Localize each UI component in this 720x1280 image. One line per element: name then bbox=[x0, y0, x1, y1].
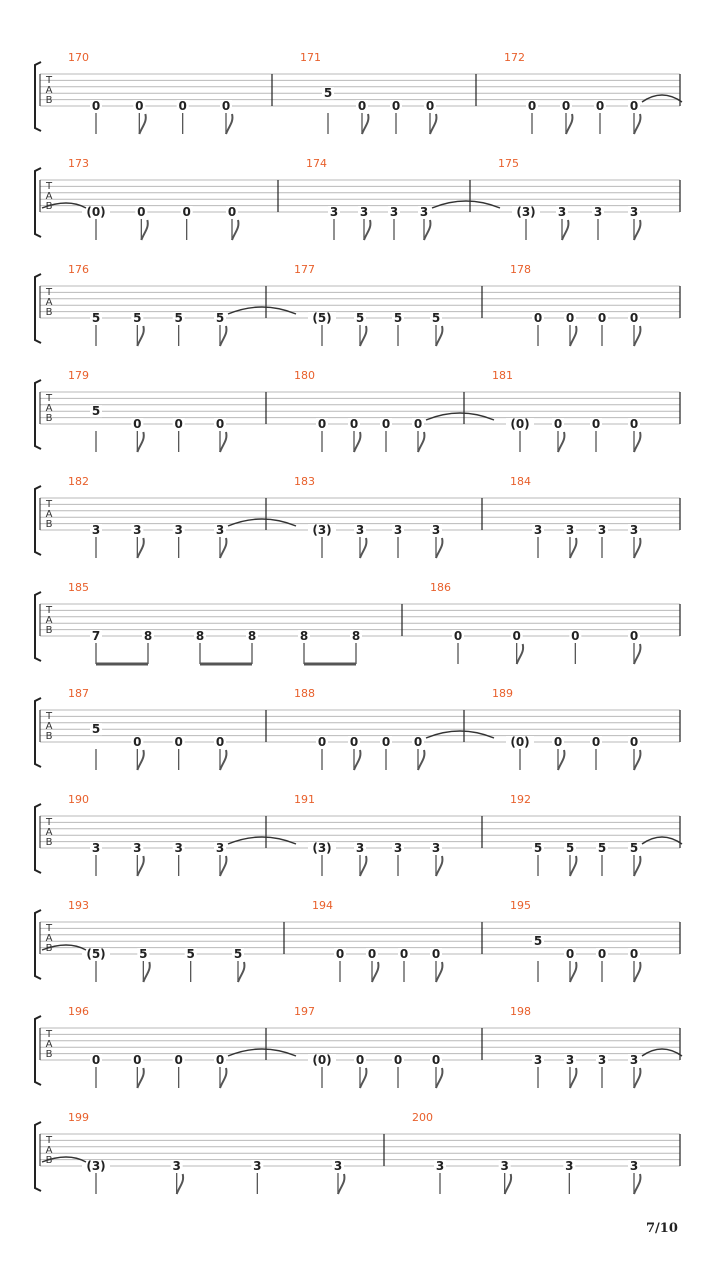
fret-number: 5 bbox=[629, 841, 639, 855]
note-flag bbox=[634, 220, 640, 240]
page-number: 7/10 bbox=[646, 1221, 678, 1236]
tab-clef-letter: A bbox=[45, 1039, 53, 1050]
tab-clef-letter: T bbox=[45, 1029, 53, 1040]
fret-number: 8 bbox=[351, 629, 361, 643]
fret-number: 0 bbox=[91, 99, 101, 113]
tie-arc bbox=[228, 1049, 296, 1056]
measure-number: 181 bbox=[492, 369, 513, 382]
measure-number: 176 bbox=[68, 263, 89, 276]
fret-number: (3) bbox=[312, 523, 332, 537]
note-flag bbox=[354, 750, 360, 770]
tab-clef-letter: B bbox=[45, 1049, 53, 1060]
fret-number: 0 bbox=[597, 947, 607, 961]
measure-number: 191 bbox=[294, 793, 315, 806]
note-flag bbox=[634, 538, 640, 558]
fret-number: 0 bbox=[133, 417, 142, 431]
note-flag bbox=[137, 326, 143, 346]
tab-clef-letter: A bbox=[45, 297, 53, 308]
note-flag bbox=[141, 220, 147, 240]
fret-number: 5 bbox=[133, 311, 142, 325]
fret-number: 0 bbox=[349, 417, 359, 431]
tab-clef-letter: B bbox=[45, 1155, 53, 1166]
measure-number: 185 bbox=[68, 581, 89, 594]
note-flag bbox=[137, 538, 143, 558]
fret-number: 0 bbox=[512, 629, 521, 643]
fret-number: 0 bbox=[595, 99, 605, 113]
fret-number: 5 bbox=[174, 311, 183, 325]
fret-number: 0 bbox=[393, 1053, 403, 1067]
fret-number: 3 bbox=[419, 205, 429, 219]
fret-number: 3 bbox=[565, 1053, 575, 1067]
tab-clef-letter: A bbox=[45, 509, 53, 520]
tie-arc bbox=[432, 201, 500, 208]
fret-number: 5 bbox=[91, 311, 101, 325]
tab-system bbox=[35, 899, 680, 982]
note-flag bbox=[570, 326, 576, 346]
fret-number: 0 bbox=[174, 735, 183, 749]
fret-number: (3) bbox=[516, 205, 536, 219]
fret-number: 8 bbox=[299, 629, 309, 643]
fret-number: 0 bbox=[561, 99, 571, 113]
note-flag bbox=[634, 432, 640, 452]
note-flag bbox=[418, 750, 424, 770]
tab-clef-letter: B bbox=[45, 201, 53, 212]
fret-number: 0 bbox=[221, 99, 231, 113]
fret-number: 5 bbox=[355, 311, 365, 325]
measure-number: 184 bbox=[510, 475, 531, 488]
fret-number: (0) bbox=[510, 735, 530, 749]
fret-number: 0 bbox=[215, 417, 225, 431]
tab-system bbox=[35, 793, 682, 876]
fret-number: 3 bbox=[565, 523, 575, 537]
fret-number: 0 bbox=[553, 735, 563, 749]
fret-number: 0 bbox=[381, 735, 391, 749]
measure-number: 179 bbox=[68, 369, 89, 382]
note-flag bbox=[436, 1068, 442, 1088]
fret-number: 3 bbox=[215, 841, 225, 855]
fret-number: 3 bbox=[629, 1159, 639, 1173]
fret-number: 0 bbox=[178, 99, 187, 113]
fret-number: 3 bbox=[593, 205, 603, 219]
note-flag bbox=[354, 432, 360, 452]
tie-arc bbox=[642, 837, 682, 844]
note-flag bbox=[436, 538, 442, 558]
fret-number: 0 bbox=[629, 99, 639, 113]
note-flag bbox=[634, 856, 640, 876]
fret-number: 0 bbox=[355, 1053, 365, 1067]
note-flag bbox=[360, 538, 366, 558]
fret-number: 3 bbox=[435, 1159, 445, 1173]
fret-number: 0 bbox=[629, 417, 639, 431]
fret-number: 3 bbox=[393, 523, 403, 537]
fret-number: 0 bbox=[597, 311, 607, 325]
fret-number: 3 bbox=[431, 841, 441, 855]
fret-number: 0 bbox=[349, 735, 359, 749]
tab-clef-letter: A bbox=[45, 191, 53, 202]
note-flag bbox=[430, 114, 436, 134]
measure-number: 172 bbox=[504, 51, 525, 64]
tab-system bbox=[35, 1005, 682, 1088]
note-flag bbox=[634, 750, 640, 770]
fret-number: 3 bbox=[557, 205, 567, 219]
note-flag bbox=[143, 962, 149, 982]
measure-number: 197 bbox=[294, 1005, 315, 1018]
measure-number: 178 bbox=[510, 263, 531, 276]
fret-number: 0 bbox=[413, 417, 423, 431]
note-flag bbox=[505, 1174, 511, 1194]
fret-number: 5 bbox=[186, 947, 195, 961]
fret-number: 3 bbox=[133, 523, 142, 537]
tab-clef-letter: T bbox=[45, 75, 53, 86]
fret-number: 3 bbox=[359, 205, 369, 219]
tie-arc bbox=[642, 1049, 682, 1056]
fret-number: 0 bbox=[135, 99, 144, 113]
fret-number: 3 bbox=[133, 841, 142, 855]
tab-system bbox=[35, 1111, 680, 1194]
fret-number: 0 bbox=[453, 629, 463, 643]
measure-number: 190 bbox=[68, 793, 89, 806]
tab-clef-letter: B bbox=[45, 307, 53, 318]
tab-system bbox=[35, 581, 680, 664]
tab-system bbox=[35, 369, 680, 452]
fret-number: 3 bbox=[629, 1053, 639, 1067]
fret-number: 0 bbox=[399, 947, 409, 961]
note-flag bbox=[137, 856, 143, 876]
note-flag bbox=[562, 220, 568, 240]
fret-number: (5) bbox=[86, 947, 106, 961]
fret-number: 0 bbox=[571, 629, 580, 643]
note-flag bbox=[566, 114, 572, 134]
fret-number: 0 bbox=[629, 735, 639, 749]
tab-clef-letter: B bbox=[45, 943, 53, 954]
fret-number: 0 bbox=[591, 735, 601, 749]
tab-clef-letter: B bbox=[45, 625, 53, 636]
fret-number: 3 bbox=[174, 523, 183, 537]
note-flag bbox=[436, 856, 442, 876]
fret-number: 0 bbox=[182, 205, 191, 219]
fret-number: 3 bbox=[597, 1053, 607, 1067]
fret-number: 0 bbox=[335, 947, 345, 961]
note-flag bbox=[517, 644, 523, 664]
note-flag bbox=[634, 962, 640, 982]
tie-arc bbox=[228, 837, 296, 844]
note-flag bbox=[220, 1068, 226, 1088]
tab-clef-letter: A bbox=[45, 1145, 53, 1156]
fret-number: (0) bbox=[510, 417, 530, 431]
measure-number: 193 bbox=[68, 899, 89, 912]
note-flag bbox=[220, 750, 226, 770]
fret-number: 3 bbox=[629, 523, 639, 537]
fret-number: 0 bbox=[413, 735, 423, 749]
fret-number: 3 bbox=[629, 205, 639, 219]
fret-number: 7 bbox=[91, 629, 101, 643]
fret-number: (5) bbox=[312, 311, 332, 325]
fret-number: 0 bbox=[565, 947, 575, 961]
fret-number: 0 bbox=[133, 1053, 142, 1067]
tab-clef-letter: B bbox=[45, 413, 53, 424]
fret-number: 0 bbox=[227, 205, 237, 219]
fret-number: 3 bbox=[597, 523, 607, 537]
tab-clef-letter: T bbox=[45, 1135, 53, 1146]
note-flag bbox=[220, 326, 226, 346]
note-flag bbox=[232, 220, 238, 240]
measure-number: 196 bbox=[68, 1005, 89, 1018]
fret-number: 0 bbox=[357, 99, 367, 113]
fret-number: 3 bbox=[565, 1159, 574, 1173]
measure-number: 200 bbox=[412, 1111, 433, 1124]
tab-clef-letter: A bbox=[45, 721, 53, 732]
tab-clef-letter: B bbox=[45, 519, 53, 530]
fret-number: 0 bbox=[174, 1053, 183, 1067]
fret-number: 3 bbox=[500, 1159, 509, 1173]
note-flag bbox=[558, 432, 564, 452]
measure-number: 171 bbox=[300, 51, 321, 64]
note-flag bbox=[436, 326, 442, 346]
fret-number: 3 bbox=[333, 1159, 343, 1173]
fret-number: 5 bbox=[533, 934, 543, 949]
note-flag bbox=[139, 114, 145, 134]
note-flag bbox=[220, 538, 226, 558]
note-flag bbox=[634, 1174, 640, 1194]
measure-number: 177 bbox=[294, 263, 315, 276]
fret-number: 0 bbox=[215, 1053, 225, 1067]
measure-number: 174 bbox=[306, 157, 327, 170]
fret-number: 3 bbox=[431, 523, 441, 537]
note-flag bbox=[238, 962, 244, 982]
fret-number: 0 bbox=[527, 99, 537, 113]
tab-clef-letter: T bbox=[45, 287, 53, 298]
fret-number: 8 bbox=[143, 629, 153, 643]
note-flag bbox=[558, 750, 564, 770]
tab-clef-letter: T bbox=[45, 817, 53, 828]
note-flag bbox=[364, 220, 370, 240]
fret-number: 3 bbox=[533, 1053, 543, 1067]
measure-number: 175 bbox=[498, 157, 519, 170]
fret-number: 5 bbox=[233, 947, 243, 961]
tab-clef-letter: T bbox=[45, 393, 53, 404]
fret-number: 0 bbox=[174, 417, 183, 431]
measure-number: 182 bbox=[68, 475, 89, 488]
fret-number: 0 bbox=[533, 311, 543, 325]
fret-number: 0 bbox=[431, 947, 441, 961]
fret-number: 5 bbox=[215, 311, 225, 325]
fret-number: 3 bbox=[215, 523, 225, 537]
note-flag bbox=[634, 114, 640, 134]
fret-number: 0 bbox=[629, 311, 639, 325]
fret-number: 8 bbox=[195, 629, 205, 643]
fret-number: 5 bbox=[139, 947, 148, 961]
fret-number: 5 bbox=[431, 311, 441, 325]
fret-number: 5 bbox=[393, 311, 403, 325]
fret-number: 5 bbox=[597, 841, 607, 855]
fret-number: 3 bbox=[91, 523, 101, 537]
measure-number: 170 bbox=[68, 51, 89, 64]
measure-number: 186 bbox=[430, 581, 451, 594]
fret-number: 0 bbox=[317, 417, 327, 431]
fret-number: 3 bbox=[329, 205, 339, 219]
fret-number: (0) bbox=[86, 205, 106, 219]
measure-number: 187 bbox=[68, 687, 89, 700]
tie-arc bbox=[642, 95, 682, 102]
tie-arc bbox=[426, 413, 494, 420]
measure-number: 199 bbox=[68, 1111, 89, 1124]
fret-number: 0 bbox=[391, 99, 401, 113]
fret-number: 0 bbox=[565, 311, 575, 325]
note-flag bbox=[570, 1068, 576, 1088]
fret-number: (0) bbox=[312, 1053, 332, 1067]
tab-clef-letter: A bbox=[45, 403, 53, 414]
fret-number: 3 bbox=[174, 841, 183, 855]
note-flag bbox=[137, 432, 143, 452]
measure-number: 188 bbox=[294, 687, 315, 700]
tab-clef-letter: B bbox=[45, 95, 53, 106]
tab-clef-letter: B bbox=[45, 731, 53, 742]
note-flag bbox=[372, 962, 378, 982]
fret-number: 3 bbox=[355, 841, 365, 855]
note-flag bbox=[226, 114, 232, 134]
tab-clef-letter: T bbox=[45, 605, 53, 616]
fret-number: 0 bbox=[91, 1053, 101, 1067]
tab-clef-letter: A bbox=[45, 85, 53, 96]
fret-number: 8 bbox=[247, 629, 257, 643]
fret-number: (3) bbox=[86, 1159, 106, 1173]
note-flag bbox=[570, 538, 576, 558]
note-flag bbox=[177, 1174, 183, 1194]
fret-number: 0 bbox=[553, 417, 563, 431]
tab-system bbox=[35, 263, 680, 346]
fret-number: 0 bbox=[137, 205, 146, 219]
tab-system bbox=[35, 687, 680, 770]
note-flag bbox=[220, 432, 226, 452]
note-flag bbox=[137, 1068, 143, 1088]
tab-system bbox=[35, 475, 680, 558]
fret-number: 5 bbox=[91, 404, 101, 419]
fret-number: 3 bbox=[533, 523, 543, 537]
fret-number: 0 bbox=[367, 947, 377, 961]
note-flag bbox=[360, 326, 366, 346]
fret-number: 5 bbox=[323, 86, 333, 101]
fret-number: 3 bbox=[172, 1159, 181, 1173]
tab-clef-letter: B bbox=[45, 837, 53, 848]
tab-clef-letter: T bbox=[45, 499, 53, 510]
tab-system bbox=[35, 51, 682, 134]
tie-arc bbox=[228, 307, 296, 314]
note-flag bbox=[360, 856, 366, 876]
tab-clef-letter: A bbox=[45, 933, 53, 944]
measure-number: 173 bbox=[68, 157, 89, 170]
measure-number: 198 bbox=[510, 1005, 531, 1018]
fret-number: (3) bbox=[312, 841, 332, 855]
tab-clef-letter: T bbox=[45, 923, 53, 934]
measure-number: 195 bbox=[510, 899, 531, 912]
fret-number: 3 bbox=[253, 1159, 262, 1173]
note-flag bbox=[418, 432, 424, 452]
fret-number: 0 bbox=[629, 947, 639, 961]
tab-clef-letter: T bbox=[45, 181, 53, 192]
tab-clef-letter: A bbox=[45, 827, 53, 838]
fret-number: 0 bbox=[215, 735, 225, 749]
note-flag bbox=[436, 962, 442, 982]
tie-arc bbox=[228, 519, 296, 526]
measure-number: 189 bbox=[492, 687, 513, 700]
note-flag bbox=[362, 114, 368, 134]
fret-number: 0 bbox=[629, 629, 639, 643]
fret-number: 3 bbox=[355, 523, 365, 537]
tab-clef-letter: T bbox=[45, 711, 53, 722]
note-flag bbox=[634, 1068, 640, 1088]
measure-number: 192 bbox=[510, 793, 531, 806]
note-flag bbox=[220, 856, 226, 876]
tie-arc bbox=[426, 731, 494, 738]
note-flag bbox=[634, 326, 640, 346]
note-flag bbox=[570, 856, 576, 876]
note-flag bbox=[424, 220, 430, 240]
fret-number: 0 bbox=[133, 735, 142, 749]
measure-number: 194 bbox=[312, 899, 333, 912]
fret-number: 0 bbox=[381, 417, 391, 431]
measure-number: 183 bbox=[294, 475, 315, 488]
fret-number: 5 bbox=[91, 722, 101, 737]
fret-number: 3 bbox=[389, 205, 399, 219]
measure-number: 180 bbox=[294, 369, 315, 382]
fret-number: 5 bbox=[565, 841, 575, 855]
tab-clef-letter: A bbox=[45, 615, 53, 626]
fret-number: 3 bbox=[393, 841, 403, 855]
note-flag bbox=[137, 750, 143, 770]
fret-number: 0 bbox=[425, 99, 435, 113]
fret-number: 5 bbox=[533, 841, 543, 855]
note-flag bbox=[570, 962, 576, 982]
fret-number: 0 bbox=[591, 417, 601, 431]
note-flag bbox=[360, 1068, 366, 1088]
fret-number: 0 bbox=[431, 1053, 441, 1067]
fret-number: 3 bbox=[91, 841, 101, 855]
note-flag bbox=[338, 1174, 344, 1194]
note-flag bbox=[634, 644, 640, 664]
tab-system bbox=[35, 157, 680, 240]
fret-number: 0 bbox=[317, 735, 327, 749]
